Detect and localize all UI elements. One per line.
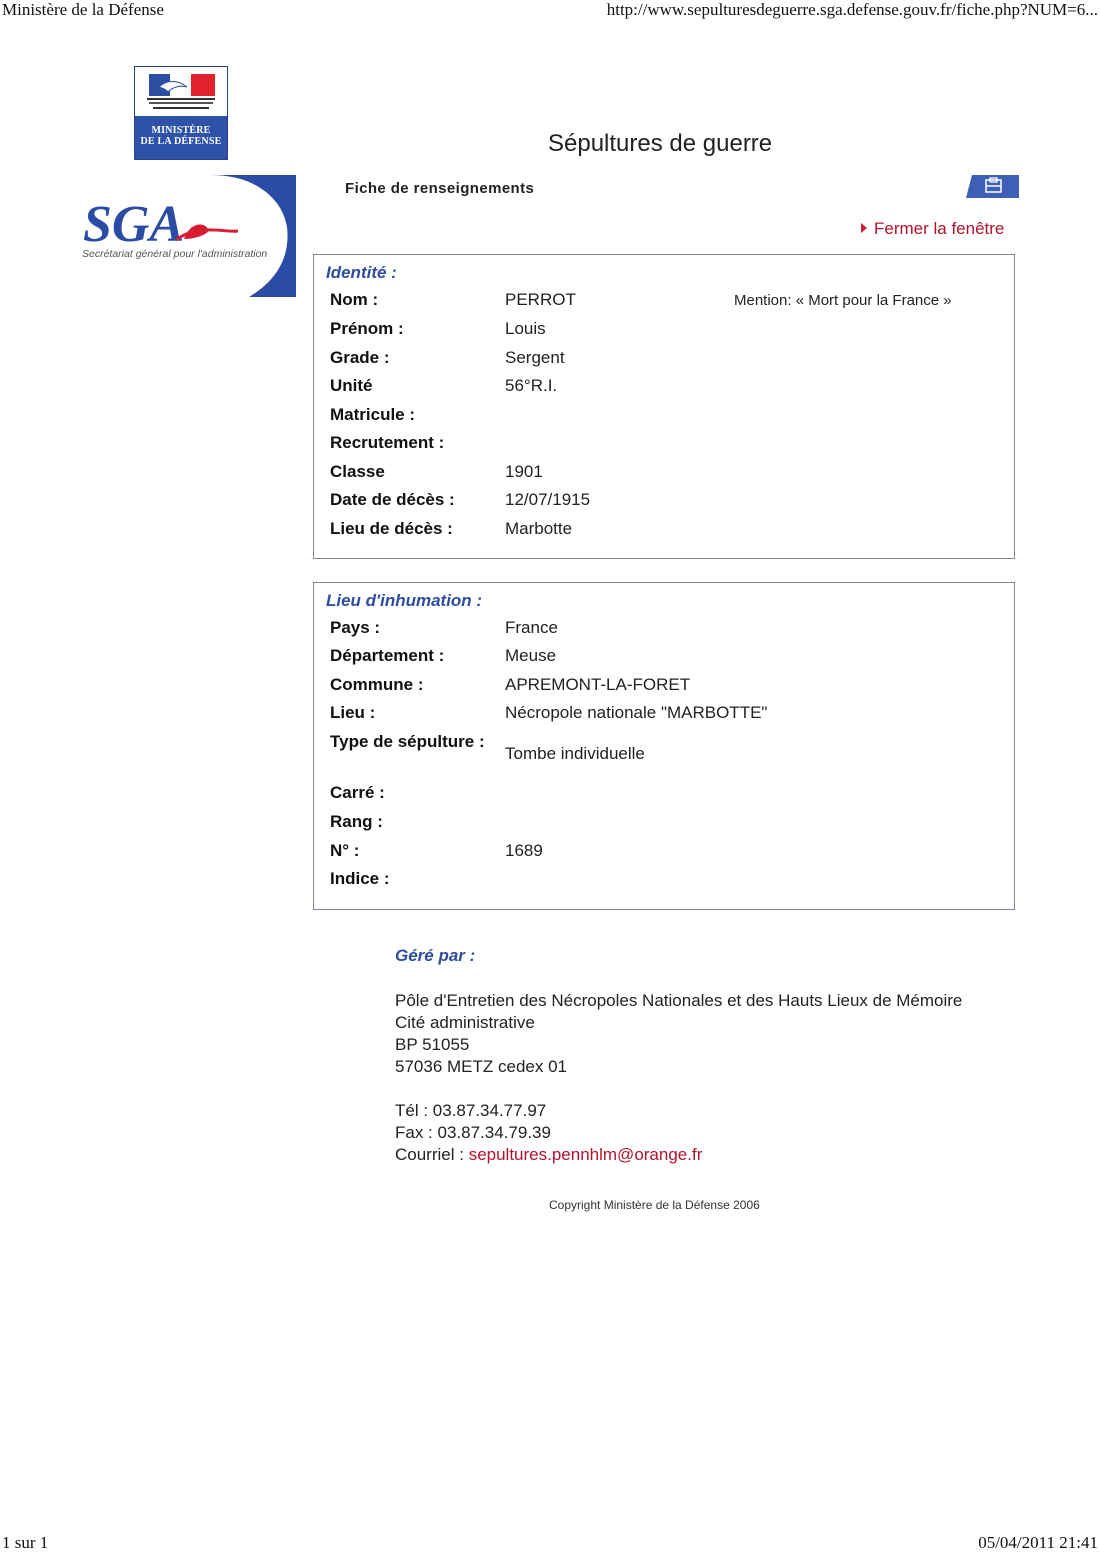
identity-label-matricule: Matricule : [330,405,416,424]
identity-value-lieu-deces: Marbotte [505,519,573,538]
identity-panel [313,254,1015,559]
copyright-text: Copyright Ministère de la Défense 2006 [549,1198,760,1212]
marianne-emblem [135,67,227,117]
identity-value-unite: 56°R.I. [505,376,558,395]
burial-value-pays: France [505,618,558,637]
burial-panel [313,582,1015,910]
burial-value-departement: Meuse [505,646,557,665]
burial-value-numero: 1689 [505,841,543,860]
burial-label-lieu: Lieu : [330,703,376,722]
identity-label-lieu-deces: Lieu de décès : [330,519,453,538]
address-line: Pôle d'Entretien des Nécropoles Nationales et des Hauts Lieux de Mémoire [395,991,963,1010]
burial-label-indice: Indice : [330,869,390,888]
address-line: 57036 METZ cedex 01 [395,1057,567,1076]
phone-text: Tél : 03.87.34.77.97 [395,1101,547,1120]
site-title: Sépultures de guerre [548,130,773,157]
email-link[interactable]: sepultures.pennhlm@orange.fr [468,1145,703,1164]
mention-text: Mention: « Mort pour la France » [734,292,952,309]
print-header-url: http://www.sepulturesdeguerre.sga.defense.gouv.fr/fiche.php?NUM=6... [606,0,1098,19]
burial-value-type: Tombe individuelle [505,744,645,763]
print-timestamp: 05/04/2011 21:41 [978,1533,1098,1552]
managed-by-section [395,946,1015,1166]
identity-label-recrutement: Recrutement : [330,433,445,452]
close-window-link[interactable] [861,219,1004,239]
managed-by-title: Géré par : [395,946,476,965]
identity-value-grade: Sergent [505,348,565,367]
identity-label-nom: Nom : [330,290,379,309]
burial-label-type: Type de sépulture : [330,732,485,751]
identity-value-date-deces: 12/07/1915 [505,490,591,509]
burial-label-rang: Rang : [330,812,383,831]
sheet-title: Fiche de renseignements [345,180,535,197]
identity-value-prenom: Louis [505,319,546,338]
arrow-right-icon [861,223,867,233]
burial-title: Lieu d'inhumation : [326,591,483,610]
print-header-left: Ministère de la Défense [2,0,164,19]
identity-value-classe: 1901 [505,462,543,481]
identity-label-classe: Classe [330,462,385,481]
printer-icon [966,175,1019,198]
identity-label-unite: Unité [330,376,373,395]
identity-label-date-deces: Date de décès : [330,490,455,509]
close-window-label: Fermer la fenêtre [874,219,1005,238]
address-line: BP 51055 [395,1035,470,1054]
sga-logo-text: SGA [83,196,185,253]
ministere-label [135,116,227,159]
page-count: 1 sur 1 [2,1533,49,1552]
burial-label-carre: Carré : [330,783,385,802]
email-line [395,1144,1015,1166]
ministere-label-line-2: DE LA DÉFENSE [140,136,222,147]
burial-label-departement: Département : [330,646,445,665]
fax-text: Fax : 03.87.34.79.39 [395,1123,551,1142]
print-button[interactable] [966,175,1019,198]
email-label: Courriel : [395,1145,469,1164]
ministere-label-line-1: MINISTÈRE [151,125,211,136]
burial-label-pays: Pays : [330,618,381,637]
burial-value-lieu: Nécropole nationale "MARBOTTE" [505,703,768,722]
burial-label-commune: Commune : [330,675,424,694]
identity-value-nom: PERROT [505,290,576,309]
ministere-logo [134,66,228,160]
identity-label-prenom: Prénom : [330,319,404,338]
burial-label-numero: N° : [330,841,360,860]
identity-label-grade: Grade : [330,348,390,367]
sga-logo-subtitle: Secrétariat général pour l'administration [82,248,268,260]
sga-logo [78,175,296,297]
identity-title: Identité : [326,263,397,282]
address-line: Cité administrative [395,1013,535,1032]
burial-value-commune: APREMONT-LA-FORET [505,675,691,694]
